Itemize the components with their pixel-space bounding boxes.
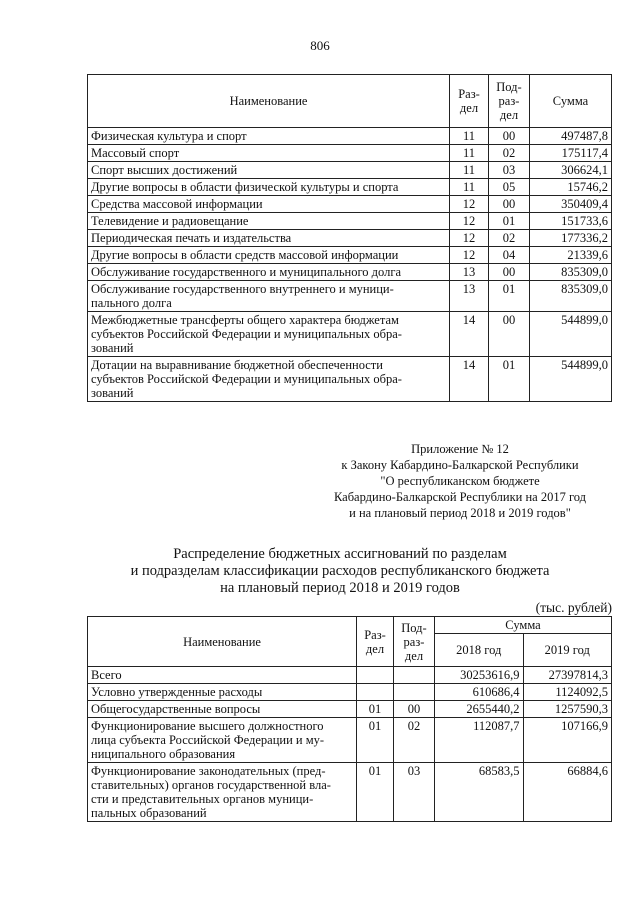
table-row [88, 701, 612, 718]
row-subsection: 00 [489, 312, 530, 357]
header-section: Раз- дел [357, 617, 394, 667]
row-section: 11 [450, 179, 489, 196]
row-name: Обслуживание государственного и муниципального долга [88, 264, 450, 281]
row-subsection: 02 [394, 718, 435, 763]
row-sum-2019: 1124092,5 [523, 684, 612, 701]
budget-table-2 [87, 616, 612, 822]
row-sum: 350409,4 [530, 196, 612, 213]
row-sum: 544899,0 [530, 312, 612, 357]
row-section [357, 684, 394, 701]
table-row [88, 281, 612, 312]
row-sum-2018: 610686,4 [435, 684, 524, 701]
title-line: Распределение бюджетных ассигнований по разделам [173, 546, 507, 562]
row-sum: 544899,0 [530, 357, 612, 402]
row-name: Средства массовой информации [88, 196, 450, 213]
row-section: 13 [450, 281, 489, 312]
row-section: 11 [450, 128, 489, 145]
row-name: Общегосударственные вопросы [88, 701, 357, 718]
appendix-note [300, 441, 620, 521]
row-section: 12 [450, 230, 489, 247]
table-row [88, 145, 612, 162]
header-name: Наименование [88, 617, 357, 667]
row-section: 12 [450, 213, 489, 230]
table-row [88, 213, 612, 230]
row-sum-2018: 2655440,2 [435, 701, 524, 718]
table-row [88, 667, 612, 684]
row-subsection: 00 [394, 701, 435, 718]
row-section: 11 [450, 162, 489, 179]
row-name: Дотации на выравнивание бюджетной обеспеченности субъектов Российской Федерации и муниципальных обра- зований [88, 357, 450, 402]
appendix-line: Кабардино-Балкарской Республики на 2017 год [333, 490, 587, 504]
row-name: Телевидение и радиовещание [88, 213, 450, 230]
table-row [88, 763, 612, 822]
row-sum: 151733,6 [530, 213, 612, 230]
table-row [88, 196, 612, 213]
table-row [88, 128, 612, 145]
header-section: Раз- дел [450, 75, 489, 128]
budget-table-1 [87, 74, 612, 402]
row-sum: 175117,4 [530, 145, 612, 162]
row-name: Межбюджетные трансферты общего характера бюджетам субъектов Российской Федерации и муниципальных обра- зований [88, 312, 450, 357]
row-subsection: 00 [489, 196, 530, 213]
row-subsection [394, 667, 435, 684]
row-sum-2018: 68583,5 [435, 763, 524, 822]
table-row [88, 162, 612, 179]
row-section: 01 [357, 763, 394, 822]
units-label: (тыс. рублей) [535, 600, 612, 615]
row-subsection: 05 [489, 179, 530, 196]
row-sum: 177336,2 [530, 230, 612, 247]
row-section: 01 [357, 718, 394, 763]
row-name: Обслуживание государственного внутреннего и муници- пального долга [88, 281, 450, 312]
header-sum: Сумма [530, 75, 612, 128]
table-row [88, 247, 612, 264]
row-name: Функционирование законодательных (пред- ставительных) органов государственной вла- сти и представительных органов муници- пальных образований [88, 763, 357, 822]
table-row [88, 264, 612, 281]
row-sum: 15746,2 [530, 179, 612, 196]
table-row [88, 230, 612, 247]
row-sum-2018: 30253616,9 [435, 667, 524, 684]
header-subsection: Под- раз- дел [489, 75, 530, 128]
row-sum-2019: 27397814,3 [523, 667, 612, 684]
row-sum-2019: 107166,9 [523, 718, 612, 763]
row-section [357, 667, 394, 684]
row-subsection: 03 [394, 763, 435, 822]
row-section: 12 [450, 196, 489, 213]
title-line: на плановый период 2018 и 2019 годов [220, 580, 460, 596]
row-subsection: 01 [489, 357, 530, 402]
row-name: Функционирование высшего должностного лица субъекта Российской Федерации и му- ниципального образования [88, 718, 357, 763]
row-name: Периодическая печать и издательства [88, 230, 450, 247]
row-section: 14 [450, 357, 489, 402]
row-subsection: 01 [489, 213, 530, 230]
row-sum: 306624,1 [530, 162, 612, 179]
row-name: Массовый спорт [88, 145, 450, 162]
row-subsection: 00 [489, 264, 530, 281]
row-sum: 835309,0 [530, 281, 612, 312]
row-section: 12 [450, 247, 489, 264]
header-name: Наименование [88, 75, 450, 128]
row-section: 13 [450, 264, 489, 281]
row-subsection: 03 [489, 162, 530, 179]
title-line: и подразделам классификации расходов республиканского бюджета [130, 563, 550, 579]
row-name: Другие вопросы в области средств массовой информации [88, 247, 450, 264]
table-row [88, 312, 612, 357]
row-name: Физическая культура и спорт [88, 128, 450, 145]
appendix-line: "О республиканском бюджете [380, 474, 540, 488]
row-subsection: 02 [489, 230, 530, 247]
row-sum: 835309,0 [530, 264, 612, 281]
table-row [88, 718, 612, 763]
document-title [60, 546, 620, 597]
appendix-line: к Закону Кабардино-Балкарской Республики [341, 458, 579, 472]
row-name: Спорт высших достижений [88, 162, 450, 179]
table-row [88, 357, 612, 402]
row-sum-2018: 112087,7 [435, 718, 524, 763]
row-section: 11 [450, 145, 489, 162]
appendix-line: и на плановый период 2018 и 2019 годов" [349, 506, 571, 520]
header-year-2019: 2019 год [523, 634, 612, 667]
row-name: Другие вопросы в области физической культуры и спорта [88, 179, 450, 196]
row-subsection: 04 [489, 247, 530, 264]
row-subsection: 00 [489, 128, 530, 145]
header-sum: Сумма [435, 617, 612, 634]
row-section: 14 [450, 312, 489, 357]
header-subsection: Под- раз- дел [394, 617, 435, 667]
row-name: Всего [88, 667, 357, 684]
table-row [88, 179, 612, 196]
row-sum: 497487,8 [530, 128, 612, 145]
table-row [88, 684, 612, 701]
appendix-line: Приложение № 12 [411, 442, 509, 456]
row-sum-2019: 1257590,3 [523, 701, 612, 718]
page-number: 806 [310, 38, 330, 53]
table-header-row [88, 75, 612, 128]
table-header-row [88, 617, 612, 634]
row-name: Условно утвержденные расходы [88, 684, 357, 701]
row-subsection: 01 [489, 281, 530, 312]
header-year-2018: 2018 год [435, 634, 524, 667]
row-section: 01 [357, 701, 394, 718]
row-subsection [394, 684, 435, 701]
row-sum: 21339,6 [530, 247, 612, 264]
row-subsection: 02 [489, 145, 530, 162]
row-sum-2019: 66884,6 [523, 763, 612, 822]
